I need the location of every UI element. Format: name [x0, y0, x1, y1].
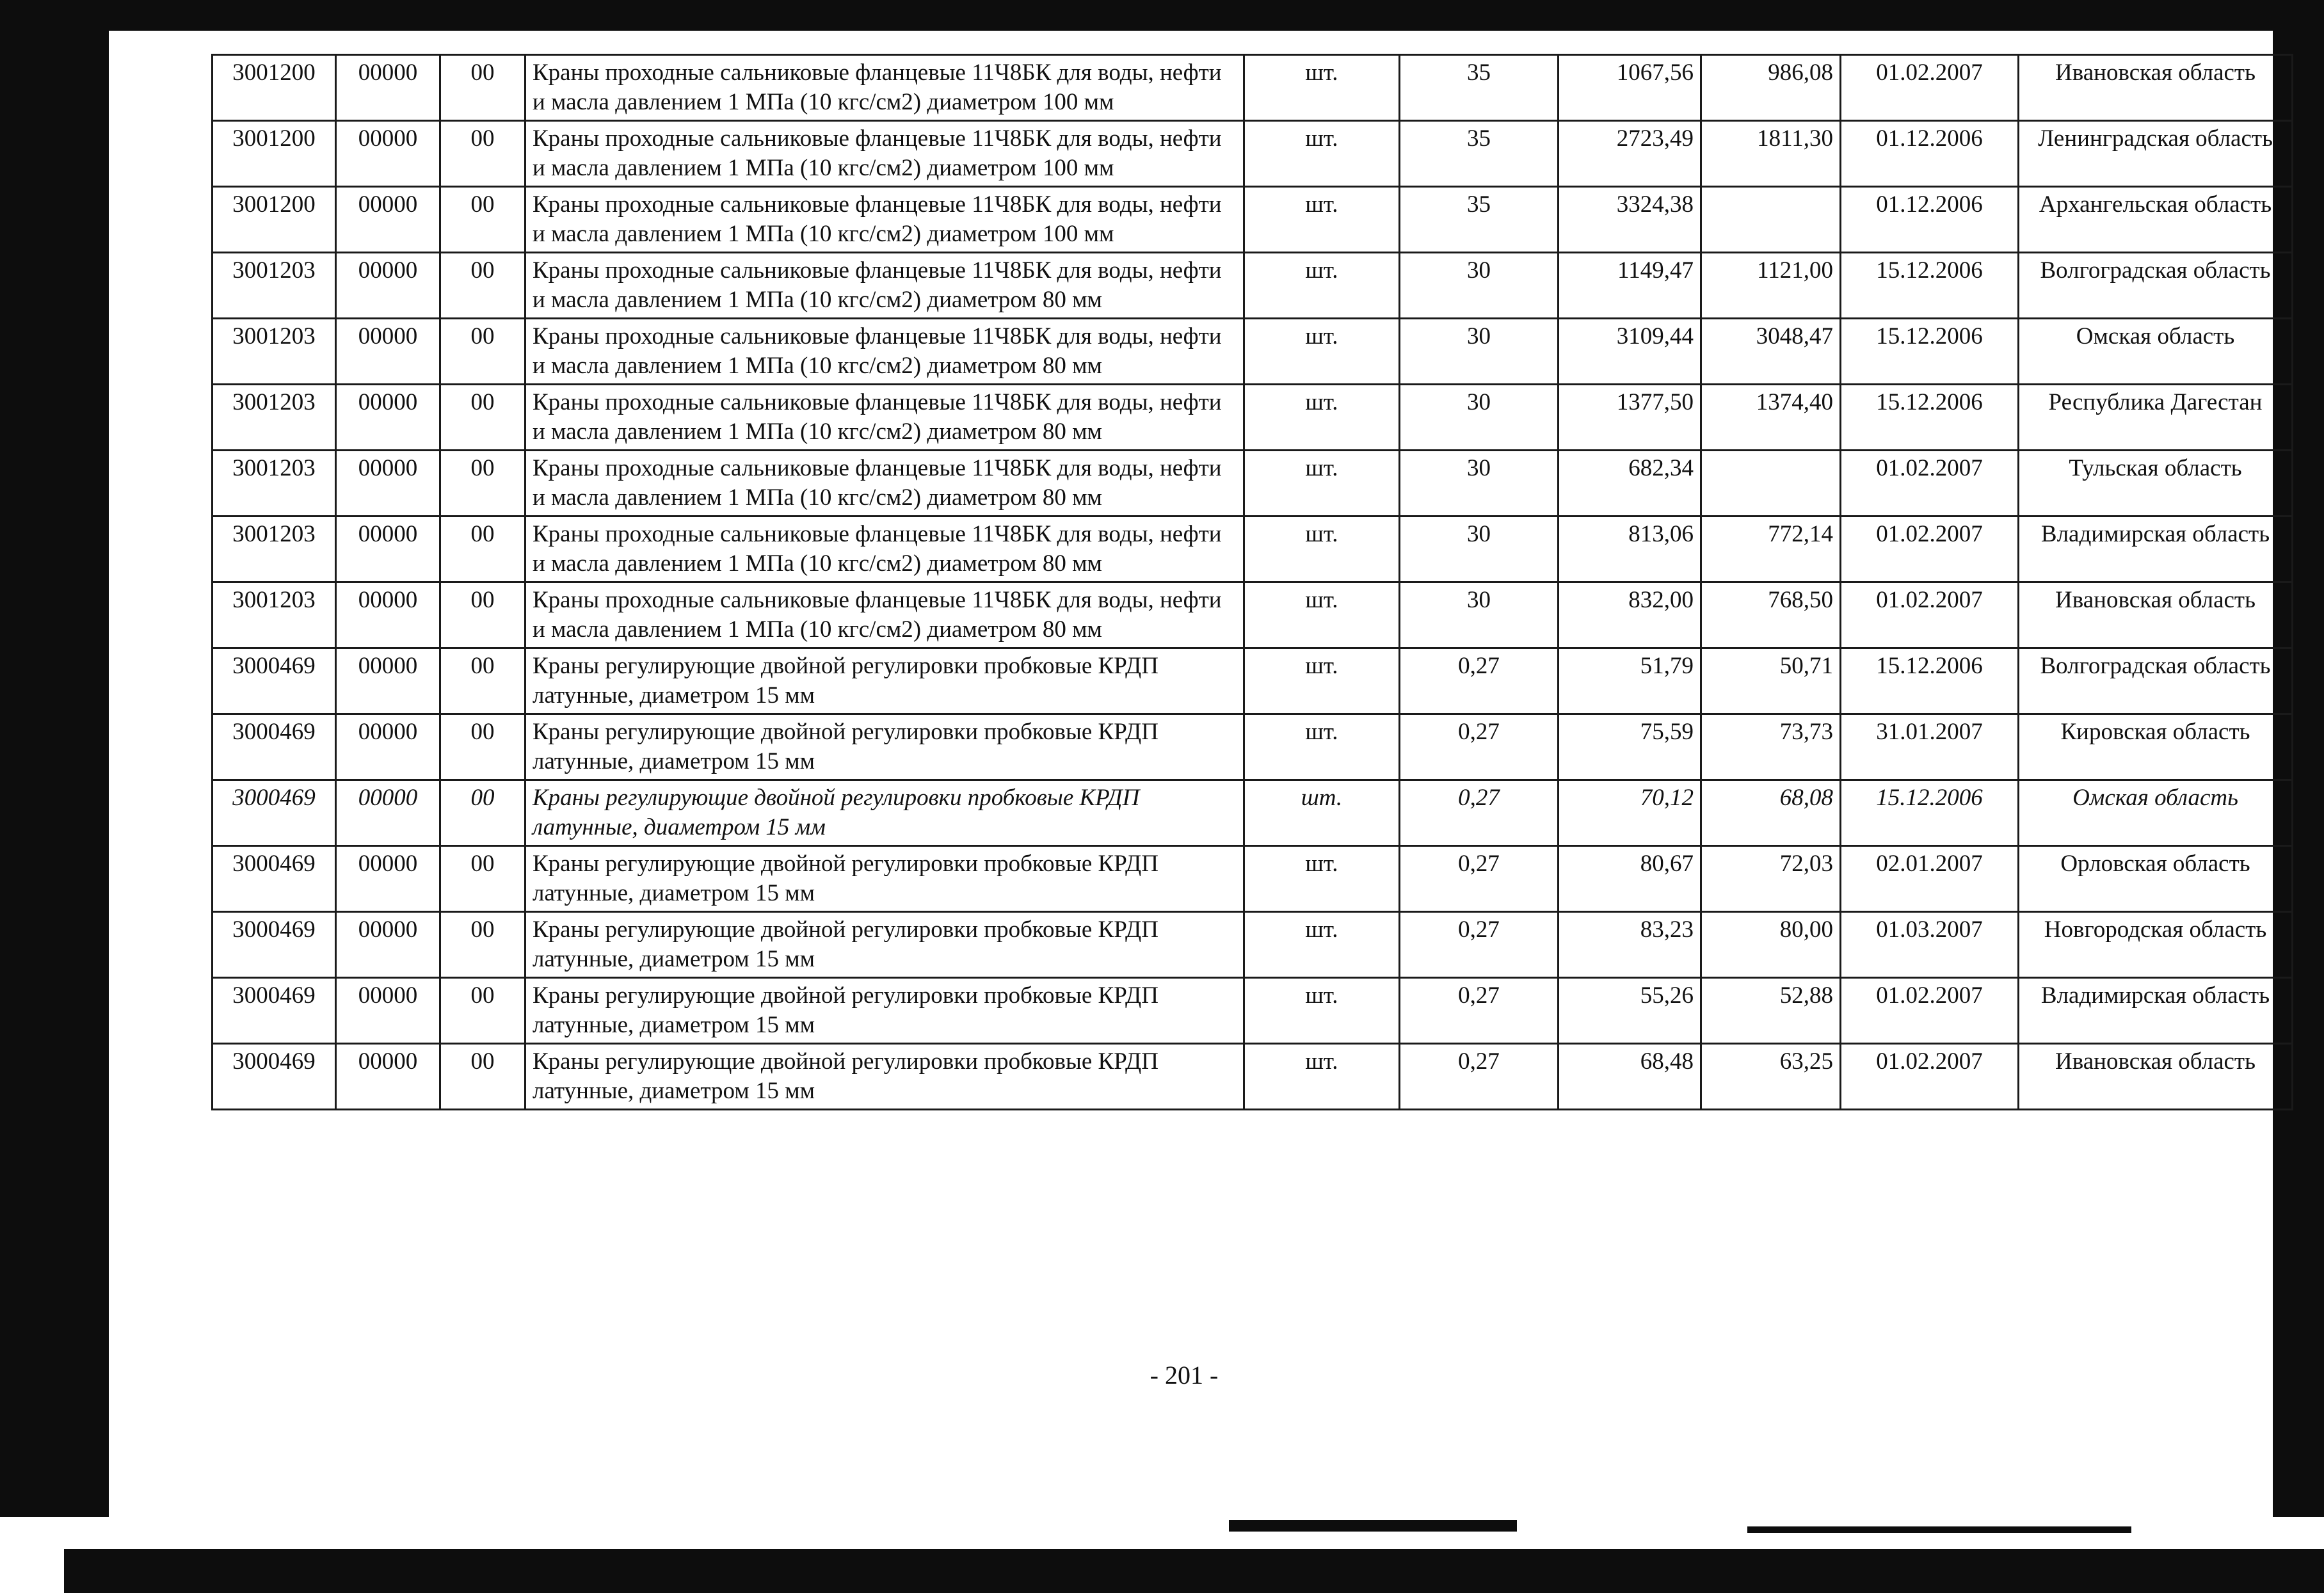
cell-quantity: 30 [1400, 516, 1559, 582]
cell-subcode: 00000 [336, 121, 440, 187]
cell-variant: 00 [440, 978, 525, 1044]
cell-variant: 00 [440, 451, 525, 516]
cell-date: 01.02.2007 [1841, 451, 2019, 516]
cell-quantity: 0,27 [1400, 714, 1559, 780]
cell-unit: шт. [1244, 978, 1400, 1044]
cell-item-name: Краны регулирующие двойной регулировки пробковые КРДП латунные, диаметром 15 мм [525, 780, 1244, 846]
table-row [212, 253, 2293, 319]
table-row [212, 846, 2293, 912]
cell-unit: шт. [1244, 451, 1400, 516]
cell-quantity: 0,27 [1400, 1044, 1559, 1110]
table-row [212, 714, 2293, 780]
scan-border-bottom [64, 1549, 2324, 1593]
cell-unit: шт. [1244, 1044, 1400, 1110]
price-table-body [212, 55, 2293, 1110]
cell-item-name: Краны регулирующие двойной регулировки пробковые КРДП латунные, диаметром 15 мм [525, 714, 1244, 780]
cell-subcode: 00000 [336, 978, 440, 1044]
cell-price: 2723,49 [1559, 121, 1701, 187]
cell-item-name: Краны проходные сальниковые фланцевые 11Ч8БК для воды, нефти и масла давлением 1 МПа (10 кгс/см2) диаметром 80 мм [525, 582, 1244, 648]
cell-price-alt: 1121,00 [1701, 253, 1841, 319]
cell-subcode: 00000 [336, 648, 440, 714]
cell-region: Владимирская область [2019, 516, 2293, 582]
cell-price: 1067,56 [1559, 55, 1701, 121]
cell-price: 3109,44 [1559, 319, 1701, 385]
cell-resource-code: 3001200 [212, 121, 336, 187]
cell-price-alt: 52,88 [1701, 978, 1841, 1044]
cell-variant: 00 [440, 55, 525, 121]
cell-region: Ивановская область [2019, 1044, 2293, 1110]
cell-quantity: 35 [1400, 187, 1559, 253]
cell-date: 15.12.2006 [1841, 648, 2019, 714]
scan-border-top [96, 0, 2324, 31]
cell-unit: шт. [1244, 319, 1400, 385]
cell-date: 15.12.2006 [1841, 319, 2019, 385]
cell-resource-code: 3001200 [212, 187, 336, 253]
cell-price-alt: 63,25 [1701, 1044, 1841, 1110]
cell-unit: шт. [1244, 846, 1400, 912]
cell-region: Ивановская область [2019, 55, 2293, 121]
cell-price-alt: 50,71 [1701, 648, 1841, 714]
table-row [212, 648, 2293, 714]
cell-subcode: 00000 [336, 319, 440, 385]
cell-variant: 00 [440, 516, 525, 582]
cell-region: Новгородская область [2019, 912, 2293, 978]
cell-unit: шт. [1244, 253, 1400, 319]
cell-item-name: Краны проходные сальниковые фланцевые 11Ч8БК для воды, нефти и масла давлением 1 МПа (10 кгс/см2) диаметром 80 мм [525, 516, 1244, 582]
cell-date: 01.12.2006 [1841, 121, 2019, 187]
cell-quantity: 0,27 [1400, 648, 1559, 714]
page-number: - 201 - [1150, 1361, 1219, 1389]
cell-quantity: 35 [1400, 55, 1559, 121]
cell-subcode: 00000 [336, 780, 440, 846]
cell-item-name: Краны регулирующие двойной регулировки пробковые КРДП латунные, диаметром 15 мм [525, 648, 1244, 714]
cell-resource-code: 3001200 [212, 55, 336, 121]
cell-unit: шт. [1244, 187, 1400, 253]
cell-resource-code: 3000469 [212, 714, 336, 780]
table-row [212, 582, 2293, 648]
cell-subcode: 00000 [336, 846, 440, 912]
cell-price-alt [1701, 451, 1841, 516]
cell-price: 51,79 [1559, 648, 1701, 714]
cell-quantity: 0,27 [1400, 978, 1559, 1044]
cell-item-name: Краны регулирующие двойной регулировки пробковые КРДП латунные, диаметром 15 мм [525, 912, 1244, 978]
cell-region: Волгоградская область [2019, 648, 2293, 714]
cell-price: 1377,50 [1559, 385, 1701, 451]
cell-resource-code: 3001203 [212, 516, 336, 582]
cell-region: Архангельская область [2019, 187, 2293, 253]
cell-resource-code: 3001203 [212, 253, 336, 319]
cell-resource-code: 3001203 [212, 451, 336, 516]
cell-price: 55,26 [1559, 978, 1701, 1044]
cell-resource-code: 3000469 [212, 648, 336, 714]
cell-variant: 00 [440, 121, 525, 187]
cell-region: Омская область [2019, 319, 2293, 385]
table-row [212, 187, 2293, 253]
cell-subcode: 00000 [336, 385, 440, 451]
cell-region: Ленинградская область [2019, 121, 2293, 187]
cell-subcode: 00000 [336, 714, 440, 780]
cell-price: 813,06 [1559, 516, 1701, 582]
cell-variant: 00 [440, 253, 525, 319]
cell-variant: 00 [440, 648, 525, 714]
cell-unit: шт. [1244, 912, 1400, 978]
cell-region: Республика Дагестан [2019, 385, 2293, 451]
cell-price: 832,00 [1559, 582, 1701, 648]
table-row [212, 55, 2293, 121]
cell-unit: шт. [1244, 780, 1400, 846]
cell-unit: шт. [1244, 55, 1400, 121]
cell-price-alt: 72,03 [1701, 846, 1841, 912]
cell-variant: 00 [440, 714, 525, 780]
cell-date: 02.01.2007 [1841, 846, 2019, 912]
cell-price: 80,67 [1559, 846, 1701, 912]
cell-quantity: 35 [1400, 121, 1559, 187]
table-row [212, 1044, 2293, 1110]
cell-item-name: Краны проходные сальниковые фланцевые 11Ч8БК для воды, нефти и масла давлением 1 МПа (10 кгс/см2) диаметром 80 мм [525, 451, 1244, 516]
cell-date: 01.02.2007 [1841, 55, 2019, 121]
cell-date: 01.02.2007 [1841, 978, 2019, 1044]
cell-item-name: Краны проходные сальниковые фланцевые 11Ч8БК для воды, нефти и масла давлением 1 МПа (10 кгс/см2) диаметром 100 мм [525, 55, 1244, 121]
cell-price-alt: 73,73 [1701, 714, 1841, 780]
cell-price-alt: 80,00 [1701, 912, 1841, 978]
cell-region: Волгоградская область [2019, 253, 2293, 319]
table-row [212, 451, 2293, 516]
cell-item-name: Краны проходные сальниковые фланцевые 11Ч8БК для воды, нефти и масла давлением 1 МПа (10 кгс/см2) диаметром 80 мм [525, 253, 1244, 319]
cell-date: 15.12.2006 [1841, 253, 2019, 319]
table-row [212, 912, 2293, 978]
price-table [211, 54, 2293, 1110]
cell-item-name: Краны проходные сальниковые фланцевые 11Ч8БК для воды, нефти и масла давлением 1 МПа (10 кгс/см2) диаметром 100 мм [525, 121, 1244, 187]
cell-resource-code: 3001203 [212, 582, 336, 648]
cell-variant: 00 [440, 385, 525, 451]
cell-date: 01.02.2007 [1841, 1044, 2019, 1110]
cell-price-alt: 3048,47 [1701, 319, 1841, 385]
cell-quantity: 30 [1400, 253, 1559, 319]
cell-quantity: 0,27 [1400, 846, 1559, 912]
cell-variant: 00 [440, 846, 525, 912]
cell-resource-code: 3001203 [212, 319, 336, 385]
cell-subcode: 00000 [336, 451, 440, 516]
cell-unit: шт. [1244, 516, 1400, 582]
cell-region: Владимирская область [2019, 978, 2293, 1044]
cell-date: 15.12.2006 [1841, 780, 2019, 846]
cell-item-name: Краны проходные сальниковые фланцевые 11Ч8БК для воды, нефти и масла давлением 1 МПа (10 кгс/см2) диаметром 100 мм [525, 187, 1244, 253]
cell-price-alt: 68,08 [1701, 780, 1841, 846]
cell-subcode: 00000 [336, 912, 440, 978]
cell-price: 83,23 [1559, 912, 1701, 978]
cell-quantity: 30 [1400, 319, 1559, 385]
table-row [212, 319, 2293, 385]
cell-quantity: 30 [1400, 582, 1559, 648]
cell-price-alt: 772,14 [1701, 516, 1841, 582]
cell-item-name: Краны регулирующие двойной регулировки пробковые КРДП латунные, диаметром 15 мм [525, 1044, 1244, 1110]
cell-subcode: 00000 [336, 55, 440, 121]
cell-price-alt: 768,50 [1701, 582, 1841, 648]
scan-border-left [0, 0, 109, 1593]
cell-resource-code: 3001203 [212, 385, 336, 451]
cell-date: 01.02.2007 [1841, 516, 2019, 582]
table-row [212, 516, 2293, 582]
cell-price-alt: 1811,30 [1701, 121, 1841, 187]
cell-quantity: 30 [1400, 451, 1559, 516]
cell-subcode: 00000 [336, 187, 440, 253]
cell-price: 3324,38 [1559, 187, 1701, 253]
cell-unit: шт. [1244, 121, 1400, 187]
cell-subcode: 00000 [336, 253, 440, 319]
cell-unit: шт. [1244, 385, 1400, 451]
scan-artifact-streak [1747, 1526, 2131, 1533]
cell-quantity: 30 [1400, 385, 1559, 451]
cell-date: 15.12.2006 [1841, 385, 2019, 451]
cell-date: 01.03.2007 [1841, 912, 2019, 978]
cell-quantity: 0,27 [1400, 780, 1559, 846]
cell-region: Омская область [2019, 780, 2293, 846]
cell-variant: 00 [440, 187, 525, 253]
table-row [212, 121, 2293, 187]
cell-variant: 00 [440, 582, 525, 648]
table-row [212, 780, 2293, 846]
cell-price-alt: 986,08 [1701, 55, 1841, 121]
cell-variant: 00 [440, 780, 525, 846]
cell-region: Орловская область [2019, 846, 2293, 912]
cell-region: Ивановская область [2019, 582, 2293, 648]
cell-unit: шт. [1244, 648, 1400, 714]
cell-unit: шт. [1244, 714, 1400, 780]
table-row [212, 978, 2293, 1044]
cell-region: Тульская область [2019, 451, 2293, 516]
cell-variant: 00 [440, 1044, 525, 1110]
cell-date: 31.01.2007 [1841, 714, 2019, 780]
cell-price-alt [1701, 187, 1841, 253]
cell-quantity: 0,27 [1400, 912, 1559, 978]
cell-item-name: Краны проходные сальниковые фланцевые 11Ч8БК для воды, нефти и масла давлением 1 МПа (10 кгс/см2) диаметром 80 мм [525, 385, 1244, 451]
cell-resource-code: 3000469 [212, 912, 336, 978]
cell-price-alt: 1374,40 [1701, 385, 1841, 451]
cell-resource-code: 3000469 [212, 1044, 336, 1110]
cell-price: 68,48 [1559, 1044, 1701, 1110]
cell-resource-code: 3000469 [212, 978, 336, 1044]
cell-item-name: Краны регулирующие двойной регулировки пробковые КРДП латунные, диаметром 15 мм [525, 846, 1244, 912]
cell-resource-code: 3000469 [212, 780, 336, 846]
cell-region: Кировская область [2019, 714, 2293, 780]
cell-subcode: 00000 [336, 1044, 440, 1110]
cell-item-name: Краны регулирующие двойной регулировки пробковые КРДП латунные, диаметром 15 мм [525, 978, 1244, 1044]
cell-unit: шт. [1244, 582, 1400, 648]
cell-subcode: 00000 [336, 516, 440, 582]
table-row [212, 385, 2293, 451]
cell-price: 682,34 [1559, 451, 1701, 516]
cell-price: 75,59 [1559, 714, 1701, 780]
cell-date: 01.02.2007 [1841, 582, 2019, 648]
cell-subcode: 00000 [336, 582, 440, 648]
scan-artifact-streak [1229, 1520, 1517, 1532]
cell-date: 01.12.2006 [1841, 187, 2019, 253]
cell-price: 1149,47 [1559, 253, 1701, 319]
cell-resource-code: 3000469 [212, 846, 336, 912]
cell-variant: 00 [440, 319, 525, 385]
cell-item-name: Краны проходные сальниковые фланцевые 11Ч8БК для воды, нефти и масла давлением 1 МПа (10 кгс/см2) диаметром 80 мм [525, 319, 1244, 385]
cell-variant: 00 [440, 912, 525, 978]
cell-price: 70,12 [1559, 780, 1701, 846]
